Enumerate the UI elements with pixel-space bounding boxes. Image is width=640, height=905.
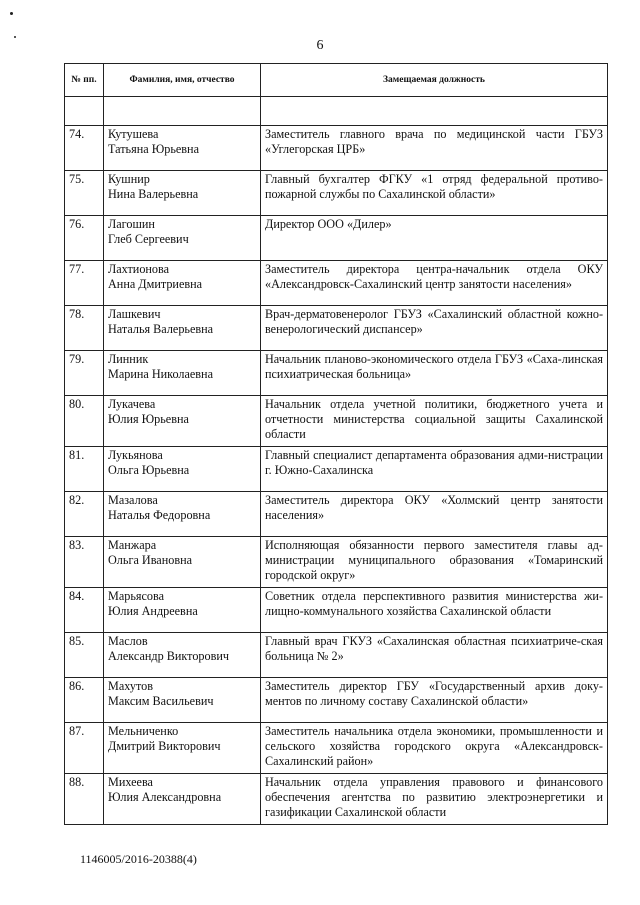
row-position: Заместитель директора центра-начальник отдела ОКУ «Александровск-Сахалинский центр занятости населения» — [261, 261, 608, 306]
scan-speck — [10, 12, 13, 15]
row-position: Начальник отдела учетной политики, бюджетного учета и отчетности министерства социальной защиты Сахалинской области — [261, 396, 608, 447]
row-number: 78. — [65, 306, 104, 351]
surname: Мельниченко — [108, 724, 179, 738]
row-number: 81. — [65, 447, 104, 492]
surname: Махутов — [108, 679, 153, 693]
given-names: Нина Валерьевна — [108, 187, 199, 201]
row-position: Главный врач ГКУЗ «Сахалинская областная психиатриче-ская больница № 2» — [261, 633, 608, 678]
row-position: Заместитель директора ОКУ «Холмский центр занятости населения» — [261, 492, 608, 537]
given-names: Глеб Сергеевич — [108, 232, 189, 246]
row-position: Советник отдела перспективного развития министерства жи-лищно-коммунального хозяйства Сахалинской области — [261, 588, 608, 633]
given-names: Анна Дмитриевна — [108, 277, 203, 291]
surname: Маслов — [108, 634, 148, 648]
officials-table — [64, 63, 608, 825]
row-number: 79. — [65, 351, 104, 396]
table-row — [65, 588, 608, 633]
given-names: Ольга Ивановна — [108, 553, 193, 567]
row-number: 80. — [65, 396, 104, 447]
given-names: Дмитрий Викторович — [108, 739, 221, 753]
row-full-name — [104, 171, 261, 216]
row-number: 86. — [65, 678, 104, 723]
row-full-name — [104, 126, 261, 171]
row-full-name — [104, 723, 261, 774]
surname: Лукьянова — [108, 448, 163, 462]
table-row — [65, 492, 608, 537]
row-number: 83. — [65, 537, 104, 588]
table-row — [65, 678, 608, 723]
row-position: Начальник отдела управления правового и финансового обеспечения агентства по развитию электроэнергетики и газификации Сахалинской области — [261, 774, 608, 825]
surname: Манжара — [108, 538, 157, 552]
row-position: Врач-дерматовенеролог ГБУЗ «Сахалинский областной кожно-венерологический диспансер» — [261, 306, 608, 351]
given-names: Максим Васильевич — [108, 694, 214, 708]
row-number: 77. — [65, 261, 104, 306]
row-number: 87. — [65, 723, 104, 774]
given-names: Юлия Александровна — [108, 790, 222, 804]
row-full-name — [104, 396, 261, 447]
row-full-name — [104, 537, 261, 588]
given-names: Марина Николаевна — [108, 367, 213, 381]
row-full-name — [104, 216, 261, 261]
table-row — [65, 216, 608, 261]
surname: Лашкевич — [108, 307, 161, 321]
given-names: Наталья Федоровна — [108, 508, 211, 522]
row-number: 82. — [65, 492, 104, 537]
row-full-name — [104, 492, 261, 537]
given-names: Наталья Валерьевна — [108, 322, 214, 336]
table-header-row — [65, 64, 608, 97]
table-row-empty — [65, 97, 608, 126]
document-registration-code: 1146005/2016-20388(4) — [80, 852, 197, 866]
row-full-name — [104, 774, 261, 825]
header-num: № пп. — [65, 64, 104, 97]
surname: Мазалова — [108, 493, 158, 507]
row-position: Главный специалист департамента образования адми-нистрации г. Южно-Сахалинска — [261, 447, 608, 492]
header-position: Замещаемая должность — [261, 64, 608, 97]
given-names: Александр Викторович — [108, 649, 230, 663]
surname: Марьясова — [108, 589, 165, 603]
header-name: Фамилия, имя, отчество — [104, 64, 261, 97]
row-full-name — [104, 678, 261, 723]
row-full-name — [104, 261, 261, 306]
row-position: Начальник планово-экономического отдела ГБУЗ «Саха-линская психиатрическая больница» — [261, 351, 608, 396]
surname: Лукачева — [108, 397, 156, 411]
surname: Михеева — [108, 775, 153, 789]
page-number: 6 — [316, 38, 324, 53]
surname: Лагошин — [108, 217, 155, 231]
row-number: 75. — [65, 171, 104, 216]
row-number: 74. — [65, 126, 104, 171]
row-number: 88. — [65, 774, 104, 825]
table-row — [65, 723, 608, 774]
table-row — [65, 396, 608, 447]
surname: Кушнир — [108, 172, 150, 186]
given-names: Ольга Юрьевна — [108, 463, 190, 477]
surname: Линник — [108, 352, 149, 366]
row-number: 76. — [65, 216, 104, 261]
row-full-name — [104, 306, 261, 351]
given-names: Юлия Андреевна — [108, 604, 198, 618]
table-row — [65, 633, 608, 678]
row-full-name — [104, 447, 261, 492]
surname: Кутушева — [108, 127, 159, 141]
table-row — [65, 774, 608, 825]
table-row — [65, 126, 608, 171]
row-position: Исполняющая обязанности первого заместителя главы ад-министрации муниципального образования «Томаринский городской округ» — [261, 537, 608, 588]
table-row — [65, 447, 608, 492]
surname: Лахтионова — [108, 262, 170, 276]
row-full-name — [104, 588, 261, 633]
given-names: Юлия Юрьевна — [108, 412, 189, 426]
table-row — [65, 261, 608, 306]
table-row — [65, 171, 608, 216]
row-position: Заместитель директор ГБУ «Государственный архив доку-ментов по личному составу Сахалинской области» — [261, 678, 608, 723]
row-position: Заместитель начальника отдела экономики, промышленности и сельского хозяйства городского округа «Александровск-Сахалинский район» — [261, 723, 608, 774]
row-position: Главный бухгалтер ФГКУ «1 отряд федеральной противо-пожарной службы по Сахалинской области» — [261, 171, 608, 216]
row-full-name — [104, 351, 261, 396]
table-row — [65, 351, 608, 396]
row-full-name — [104, 633, 261, 678]
row-position: Заместитель главного врача по медицинской части ГБУЗ «Углегорская ЦРБ» — [261, 126, 608, 171]
row-number: 84. — [65, 588, 104, 633]
table-row — [65, 537, 608, 588]
given-names: Татьяна Юрьевна — [108, 142, 199, 156]
table-row — [65, 306, 608, 351]
row-position: Директор ООО «Дилер» — [261, 216, 608, 261]
row-number: 85. — [65, 633, 104, 678]
